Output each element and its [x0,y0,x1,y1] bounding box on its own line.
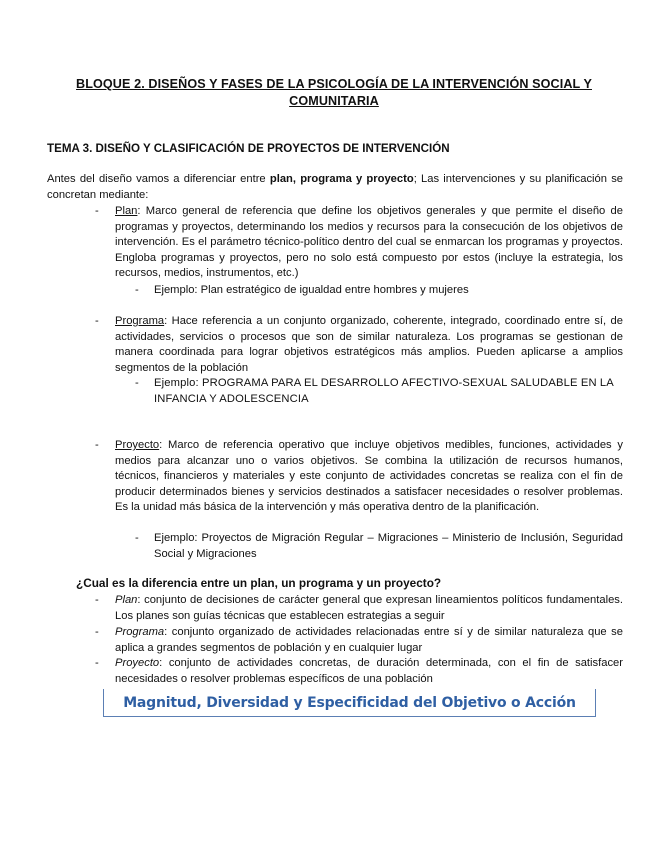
programa-definition: : Hace referencia a un conjunto organizado, coherente, integrado, coordinado entre sí, de actividades, servicios o procesos que son de similar naturaleza. Los programas se gestionan de manera coordinada para lograr objetivos estratégicos más amplios. Pueden aplicarse a amplios segmentos de la población [115,315,623,374]
list-item-programa [115,314,623,376]
difference-programa [115,625,623,656]
diff-term-plan: Plan [115,594,138,606]
plan-example: Ejemplo: Plan estratégico de igualdad entre hombres y mujeres [154,284,469,296]
sub-bullet: - [135,377,139,389]
intro-paragraph [47,172,623,203]
proyecto-definition: : Marco de referencia operativo que incluye objetivos medibles, funciones, actividades y medios para alcanzar uno o varios objetivos. Se combina la utilización de recursos humanos, técnicos, financieros y materiales y este conjunto de actividades concretas se realiza con el fin de producir determinados bienes y servicios destinados a satisfacer necesidades o resolver problemas. Es la unidad más básica de la intervención y más operativa dentro de la planificación. [115,439,623,514]
term-plan: Plan [115,205,138,217]
proyecto-example: Ejemplo: Proyectos de Migración Regular – Migraciones – Ministerio de Inclusión, Seguridad Social y Migraciones [154,532,623,560]
intro-text-after: ; Las intervenciones y su planificación se concretan mediante: [47,173,624,201]
tema-title: TEMA 3. DISEÑO Y CLASIFICACIÓN DE PROYECTOS DE INTERVENCIÓN [47,142,450,155]
programa-example: Ejemplo: PROGRAMA PARA EL DESARROLLO AFECTIVO-SEXUAL SALUDABLE EN LA INFANCIA Y ADOLESCENCIA [154,377,614,405]
term-proyecto: Proyecto [115,439,160,451]
list-bullet: - [95,626,99,638]
list-item-plan [115,204,623,282]
sub-bullet: - [135,532,139,544]
list-bullet: - [95,315,99,327]
intro-text-before: Antes del diseño vamos a diferenciar entre [47,173,270,185]
list-bullet: - [95,205,99,217]
diff-term-programa: Programa [115,626,165,638]
plan-definition: : Marco general de referencia que define los objetivos generales y que permite el diseño de programas y proyectos, determinando los medios y recursos para la consecución de los objetivos de intervención. Es el parámetro técnico-político dentro del cual se enmarcan los programas y proyectos. Engloba programas y proyectos, pero no solo está compuesto por estos (incluye la estrategia, los recursos, medios, instrumentos, etc.) [115,205,623,280]
intro-bold-terms: plan, programa y proyecto [269,173,414,185]
magnitude-banner [103,689,596,717]
diff-term-proyecto: Proyecto [115,657,160,669]
list-bullet: - [95,439,99,451]
list-bullet: - [95,657,99,669]
list-item-proyecto [115,438,623,516]
list-bullet: - [95,594,99,606]
sub-bullet: - [135,284,139,296]
question-heading: ¿Cual es la diferencia entre un plan, un programa y un proyecto? [76,576,442,590]
difference-proyecto [115,656,623,687]
difference-plan [115,593,623,624]
diff-text-plan: : conjunto de decisiones de carácter general que expresan lineamientos políticos fundamentales. Los planes son guías técnicas que establecen estrategias a seguir [115,594,623,622]
banner-text: Magnitud, Diversidad y Especificidad del Objetivo o Acción [123,695,576,711]
term-programa: Programa [115,315,165,327]
diff-text-proyecto: : conjunto de actividades concretas, de duración determinada, con el fin de satisfacer necesidades o resolver problemas específicos de una población [115,657,623,685]
diff-text-programa: : conjunto organizado de actividades relacionadas entre sí y de similar naturaleza que se aplica a grandes segmentos de población y en cualquier lugar [115,626,623,654]
block-title: BLOQUE 2. DISEÑOS Y FASES DE LA PSICOLOGÍA DE LA INTERVENCIÓN SOCIAL Y COMUNITARIA [76,77,592,108]
